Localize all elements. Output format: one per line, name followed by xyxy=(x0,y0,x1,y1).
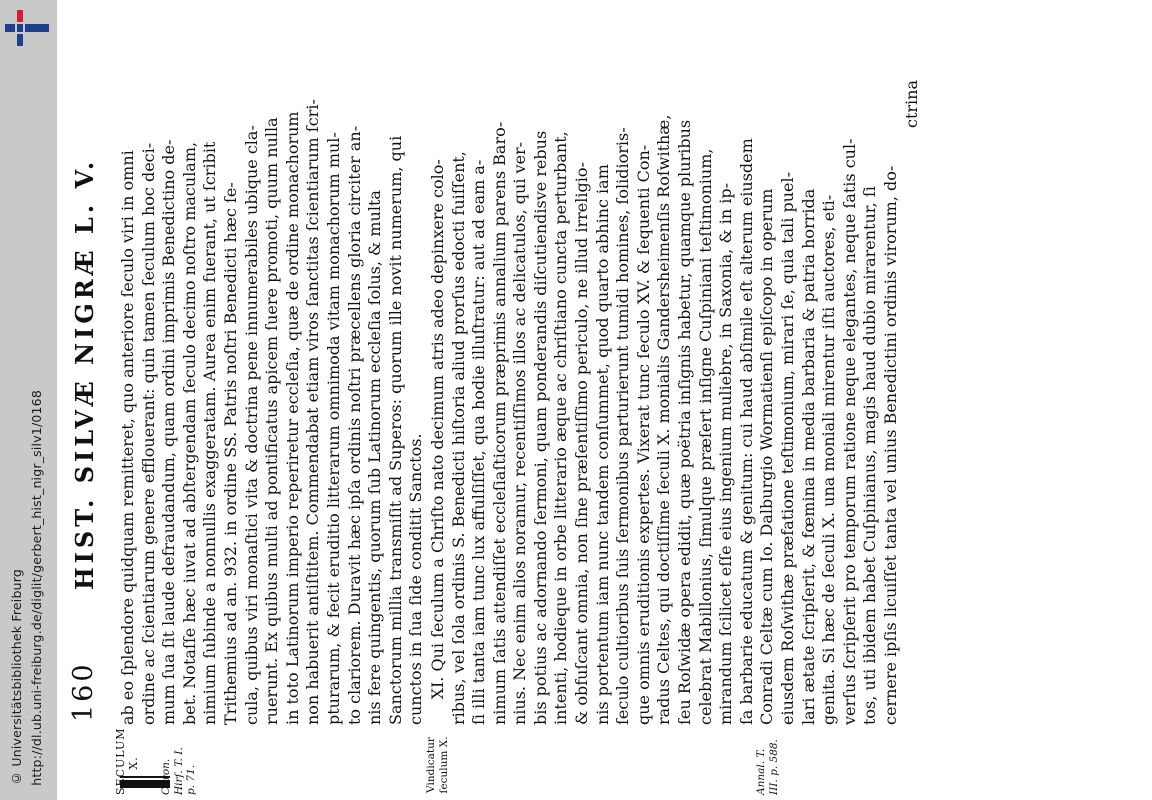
paragraph-1-line: in toto Latinorum imperio reperiretur eccleſia, quæ de ordine monachorum xyxy=(282,111,302,725)
paragraph-2-line: Conradi Celtæ cum Io. Dalburgio Wormatienſi epiſcopo in operum xyxy=(757,188,777,725)
paragraph-2-line: cernere ipſis licuiſſet tanta vel unius Benedictini ordinis virorum, do- xyxy=(880,165,900,725)
paragraph-1-line: cula, quibus viri monaſtici vita & doctrina pene innumerabiles ubique cla- xyxy=(241,125,261,725)
catchword: ctrina xyxy=(901,80,921,128)
paragraph-2-line: que omnis eruditionis expertes. Vixerat tunc ſeculo XV. & ſequenti Con- xyxy=(633,144,653,725)
running-head xyxy=(68,82,118,722)
paragraph-2-line: genita. Si hæc de ſeculi X. una moniali mirentur iſti auctores, eti- xyxy=(819,194,839,725)
paragraph-2-line: nimum ſatis attendiſſet eccleſiaſticorum præprimis annalium parens Baro- xyxy=(489,121,509,725)
paragraph-1 xyxy=(118,80,427,725)
page-number: 160 xyxy=(68,661,99,722)
book-page xyxy=(60,0,1152,800)
paragraph-2-line: celebrat Mabillonius, ſimulque præſert inſigne Cuſpiniani teſtimonium, xyxy=(695,148,715,725)
margin-note-seculum xyxy=(114,727,140,795)
paragraph-1-line: Trithemius ad an. 932. in ordine SS. Patris noſtri Benedicti hæc ſe- xyxy=(220,182,240,725)
paragraph-2-line: nis portentum iam nunc tandem conſummet, quod quarto abhinc iam xyxy=(592,164,612,725)
paragraph-2-line: ſeu Roſwidæ opera edidit, quæ poëtria inſignis habetur, quamque pluribus xyxy=(675,119,695,725)
paragraph-1-line: Sanctorum millia transmiſit ad Superos: quorum ille novit numerum, qui xyxy=(385,135,405,725)
scanned-page-viewport xyxy=(60,0,1152,800)
paragraph-2-line: bis potius ac adornando ſermoni, quam ponderandis diſcutiendisve rebus xyxy=(530,130,550,725)
paragraph-1-line: non habuerit antiſtitem. Commendabat etiam viros ſanctitas ſcientiarum ſcri- xyxy=(303,99,323,725)
paragraph-1-line: mum ſua ſit laude defraudandum, quam ordini imprimis Benedictino de- xyxy=(159,139,179,725)
source-url[interactable]: http://dl.ub.uni-freiburg.de/diglit/gerbert_hist_nigr_silv1/0168 xyxy=(29,390,44,786)
paragraph-2-line: ſa barbarie educatum & genitum: cui haud abſimile eſt alterum eiusdem xyxy=(736,138,756,725)
ub-freiburg-logo-icon xyxy=(5,8,49,48)
paragraph-2-line: lari ætate ſcripſerit, & fœmina in media barbaria & patria horrida xyxy=(798,188,818,725)
paragraph-1-line: ordine ac ſcientiarum genere efflouerant: quin tamen ſeculum hoc deci- xyxy=(138,142,158,725)
paragraph-2 xyxy=(428,80,902,725)
paragraph-2-line: eiusdem Roſwithæ præfatione teſtimonium, mirari ſe, quia tali puel- xyxy=(778,171,797,725)
paragraph-2-line: tos, uti ibidem habet Cuſpinianus, magis haud dubio mirarentur, ſi xyxy=(860,186,880,725)
running-title: HIST. SILVÆ NIGRÆ L. V. xyxy=(70,157,99,590)
body-text xyxy=(118,80,922,725)
paragraph-1-line: to clariorem. Duravit hæc ipſa ordinis noſtri præcellens gloria circiter an- xyxy=(344,125,364,725)
paragraph-2-line: intenti, hodieque in orbe litterario æque ac chriſtiano cuncta perturbant, xyxy=(551,131,571,725)
margin-note-chron: Chron. Hirſ. T. I. p. 71. xyxy=(160,747,197,795)
paragraph-1-line: ruerunt. Ex quibus multi ad pontificatus apicem ſuere promoti, quum nulla xyxy=(262,117,282,725)
paragraph-2-line: mirandum ſcilicet eſſe eius ingenium muliebre, in Saxonia, & in ip- xyxy=(716,182,736,725)
copyright-notice: © Universitätsbibliothek Freiburg xyxy=(9,569,24,786)
paragraph-1-line: pturarum, & fecit eruditio litterarum omnimoda vitam monachorum mul- xyxy=(323,132,343,725)
viewer-sidebar xyxy=(0,0,57,800)
paragraph-2-line: ribus, vel ſola ordinis S. Benedicti hiſtoria aliud prorſus edocti fuiſſent, xyxy=(448,151,468,725)
margin-note-annal: Annal. T. III. p. 588. xyxy=(755,739,780,795)
paragraph-1-line: nis fere quingentis, quorum ſub Latinorum eccleſia ſolus, & multa xyxy=(365,190,385,725)
paragraph-1-line: ab eo ſplendore quidquam remitteret, quo anteriore ſeculo viri in omni xyxy=(118,150,137,725)
paragraph-1-line: nimium ſubinde a nonnullis exaggeratam. Aurea enim fuerant, ut ſcribit xyxy=(200,141,220,725)
paragraph-1-line: cunctos in ſua ſide conditit Sanctos. xyxy=(406,433,426,725)
paragraph-2-line: nius. Nec enim alios noramur, recentiſſimos illos ac delicatulos, qui ver- xyxy=(510,141,530,725)
paragraph-2-line: ſeculo cultioribus ſuis ſermonibus parturierunt tumidi homines, ſolidioris- xyxy=(613,127,633,725)
paragraph-2-line: radus Celtes, qui doctiſſime ſeculi X. monialis Gandersheimenſis Roſwithæ, xyxy=(654,114,674,725)
seculum-label: SECULUM xyxy=(114,727,127,795)
paragraph-2-line: XI. Qui ſeculum a Chriſto nato decimum atris adeo depinxere colo- xyxy=(427,159,447,700)
paragraph-2-line: & obfuſcant omnia, non ſine præſentiſſimo periculo, ne illud irreligio- xyxy=(572,162,592,725)
margin-note-vindicatur: Vindicatur ſeculum X. xyxy=(425,736,450,794)
seculum-number: X. xyxy=(126,756,140,770)
paragraph-2-line: verſus ſcripſerit pro temporum ratione neque elegantes, neque ſatis cul- xyxy=(839,138,859,725)
paragraph-2-line: ſi illi tanta iam tunc lux affulſiſſet, qua hodie illuſtratur: aut ad eam a- xyxy=(469,159,489,725)
paragraph-1-line: bet. Notaſſe hæc iuvat ad abſtergendam ſeculo decimo noſtro maculam, xyxy=(179,141,199,725)
